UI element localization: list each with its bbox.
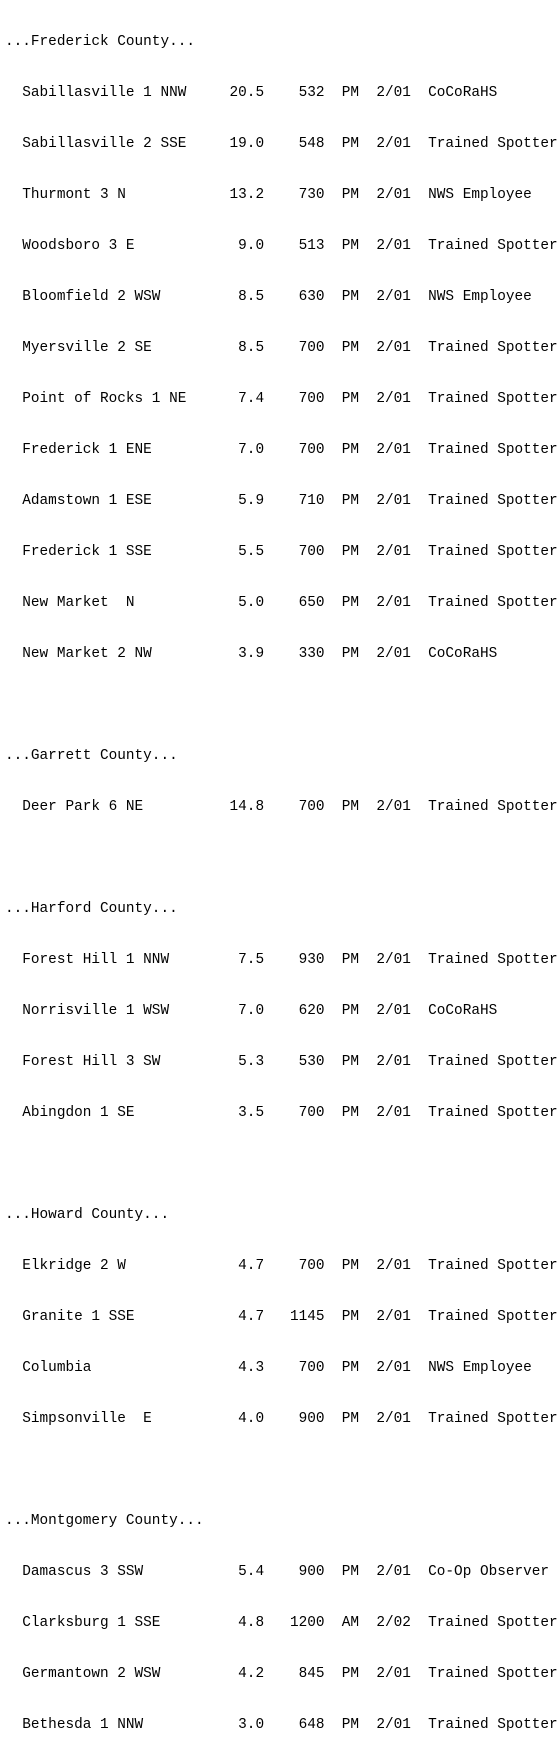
- county-header-harford: ...Harford County...: [5, 901, 178, 917]
- blank-line: [0, 1462, 559, 1479]
- report-row: Norrisville 1 WSW 7.0 620 PM 2/01 CoCoRaHS: [5, 1003, 498, 1019]
- blank-line: [0, 1156, 559, 1173]
- county-header-montgomery: ...Montgomery County...: [5, 1513, 204, 1529]
- report-row: Damascus 3 SSW 5.4 900 PM 2/01 Co-Op Observer: [5, 1564, 550, 1580]
- report-row: Sabillasville 1 NNW 20.5 532 PM 2/01 CoCoRaHS: [5, 85, 498, 101]
- report-row: Frederick 1 ENE 7.0 700 PM 2/01 Trained Spotter: [5, 442, 558, 458]
- report-row: Sabillasville 2 SSE 19.0 548 PM 2/01 Trained Spotter: [5, 136, 558, 152]
- county-header-frederick: ...Frederick County...: [5, 34, 195, 50]
- report-row: Thurmont 3 N 13.2 730 PM 2/01 NWS Employee: [5, 187, 532, 203]
- report-row: Elkridge 2 W 4.7 700 PM 2/01 Trained Spotter: [5, 1258, 558, 1274]
- report-row: Columbia 4.3 700 PM 2/01 NWS Employee: [5, 1360, 532, 1376]
- report-row: Woodsboro 3 E 9.0 513 PM 2/01 Trained Spotter: [5, 238, 558, 254]
- report-row: Adamstown 1 ESE 5.9 710 PM 2/01 Trained Spotter: [5, 493, 558, 509]
- report-row: Myersville 2 SE 8.5 700 PM 2/01 Trained Spotter: [5, 340, 558, 356]
- report-row: Deer Park 6 NE 14.8 700 PM 2/01 Trained Spotter: [5, 799, 558, 815]
- report-row: New Market N 5.0 650 PM 2/01 Trained Spotter: [5, 595, 558, 611]
- report-row: Clarksburg 1 SSE 4.8 1200 AM 2/02 Trained Spotter: [5, 1615, 558, 1631]
- report-row: Simpsonville E 4.0 900 PM 2/01 Trained Spotter: [5, 1411, 558, 1427]
- report-row: Point of Rocks 1 NE 7.4 700 PM 2/01 Trained Spotter: [5, 391, 558, 407]
- report-row: Granite 1 SSE 4.7 1145 PM 2/01 Trained Spotter: [5, 1309, 558, 1325]
- report-row: New Market 2 NW 3.9 330 PM 2/01 CoCoRaHS: [5, 646, 498, 662]
- blank-line: [0, 697, 559, 714]
- report-row: Bethesda 1 NNW 3.0 648 PM 2/01 Trained Spotter: [5, 1717, 558, 1733]
- report-row: Germantown 2 WSW 4.2 845 PM 2/01 Trained Spotter: [5, 1666, 558, 1682]
- report-row: Abingdon 1 SE 3.5 700 PM 2/01 Trained Spotter: [5, 1105, 558, 1121]
- county-header-howard: ...Howard County...: [5, 1207, 170, 1223]
- report-row: Forest Hill 1 NNW 7.5 930 PM 2/01 Trained Spotter: [5, 952, 558, 968]
- report-row: Frederick 1 SSE 5.5 700 PM 2/01 Trained Spotter: [5, 544, 558, 560]
- report-row: Bloomfield 2 WSW 8.5 630 PM 2/01 NWS Employee: [5, 289, 532, 305]
- report-row: Forest Hill 3 SW 5.3 530 PM 2/01 Trained Spotter: [5, 1054, 558, 1070]
- blank-line: [0, 850, 559, 867]
- county-header-garrett: ...Garrett County...: [5, 748, 178, 764]
